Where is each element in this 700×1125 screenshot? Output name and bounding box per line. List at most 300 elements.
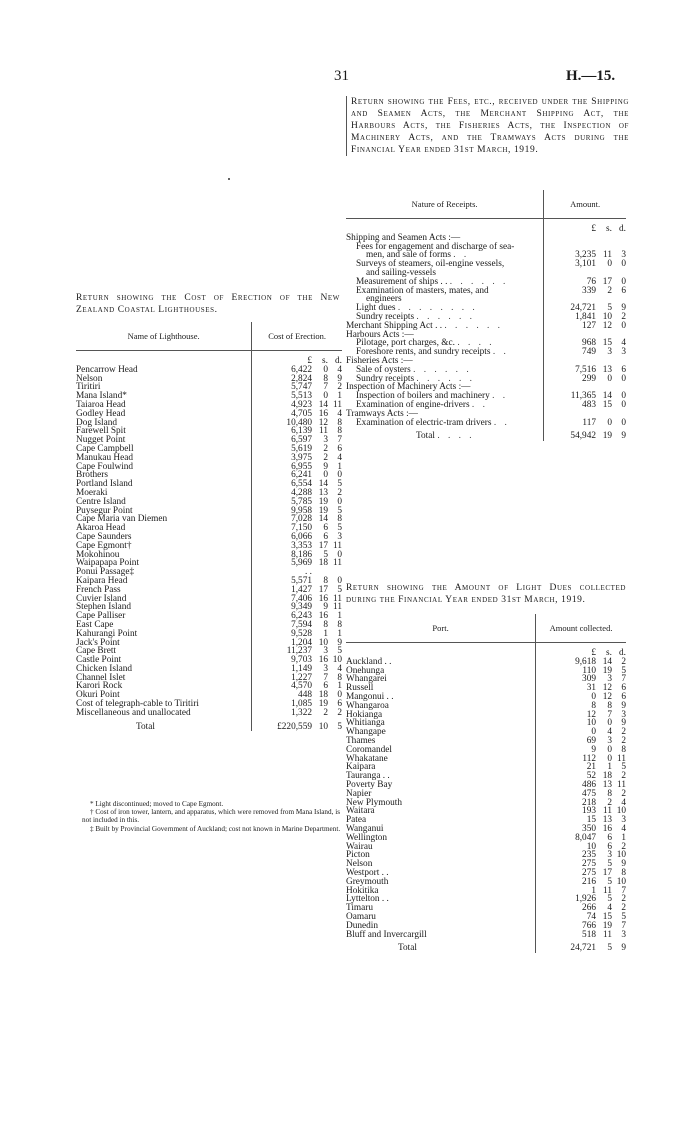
port-amount-amount	[536, 851, 626, 860]
lighthouse-cost-amount	[252, 682, 342, 691]
lighthouse-cost-amount	[252, 709, 342, 718]
lighthouse-cost-s: 16	[318, 655, 328, 666]
port-name-text: Whitianga	[346, 718, 385, 729]
port-name	[346, 807, 536, 816]
port-amount-l: 69	[586, 735, 596, 746]
port-name-text: Patea	[346, 815, 367, 826]
receipts-row-l: 127	[582, 320, 596, 331]
port-name-text: Lyttelton . .	[346, 894, 389, 905]
receipts-col-name: Nature of Receipts.	[346, 190, 544, 219]
lighthouse-cost-l: 6,422	[291, 364, 312, 375]
lighthouse-cost-l: 1,227	[291, 672, 312, 683]
lighthouse-name-text: Okuri Point	[76, 690, 120, 701]
port-row	[346, 755, 626, 764]
receipts-row-l: 968	[582, 338, 596, 349]
lighthouse-cost-s: 3	[323, 646, 328, 657]
leader-dots: . . . . . .	[444, 320, 503, 331]
lighthouse-cost-s: 18	[318, 690, 328, 701]
port-amount-d: 9	[621, 718, 626, 729]
lighthouse-cost-s: 2	[323, 707, 328, 718]
port-amount-amount-group	[552, 878, 626, 887]
lighthouse-cost-s: 16	[318, 611, 328, 622]
port-amount-l: 52	[586, 771, 596, 782]
port-amount-d: 1	[621, 832, 626, 843]
light-dues-total-s: 5	[607, 943, 612, 954]
lighthouse-name-text: Puysegur Point	[76, 505, 133, 516]
lighthouse-cost-d: 0	[337, 470, 342, 481]
port-amount-s: 16	[602, 823, 612, 834]
port-name	[346, 895, 536, 904]
lighthouse-cost-s: 2	[323, 443, 328, 454]
receipts-total-row	[346, 427, 626, 441]
total-label: Total	[398, 943, 417, 954]
lighthouse-cost-d: 8	[337, 619, 342, 630]
light-dues-currency-row	[346, 643, 626, 658]
port-amount-amount	[536, 728, 626, 737]
port-name	[346, 675, 536, 684]
lighthouse-cost-l: 1,427	[291, 584, 312, 595]
receipts-currency-spacer	[346, 219, 544, 234]
lighthouse-name-text: Castle Point	[76, 655, 122, 666]
lighthouse-cost-l: 9,349	[291, 602, 312, 613]
lighthouse-cost-l: 5,619	[291, 443, 312, 454]
lighthouse-cost-l: 7,406	[291, 593, 312, 604]
lighthouse-cost-d: 5	[337, 523, 342, 534]
lighthouse-cost-d: 9	[337, 373, 342, 384]
receipts-row-s: 15	[602, 399, 612, 410]
port-amount-amount	[536, 799, 626, 808]
lighthouse-cost-l: 4,923	[291, 399, 312, 410]
port-amount-l: 1	[591, 885, 596, 896]
port-amount-d: 6	[621, 683, 626, 694]
receipts-row-amount	[544, 419, 626, 428]
receipts-row-d: 6	[621, 364, 626, 375]
light-dues-table	[346, 614, 626, 953]
lighthouse-cost-l: . .	[305, 567, 312, 578]
receipts-total-label	[346, 427, 544, 441]
lighthouse-name-text: Dog Island	[76, 417, 118, 428]
footnote: † Cost of iron tower, lantern, and apparatus, which were removed from Mana Island, is not included in this.	[82, 808, 341, 825]
lighthouse-cost-l: 7,150	[291, 523, 312, 534]
leader-dots: . .	[453, 250, 470, 261]
port-amount-d: 9	[621, 859, 626, 870]
total-label: Total	[136, 721, 155, 732]
port-name-text: Waitara	[346, 806, 375, 817]
port-amount-amount	[536, 869, 626, 878]
lighthouse-cost-d: 0	[337, 575, 342, 586]
lighthouse-name-text: Cape Campbell	[76, 443, 134, 454]
receipts-row-d: 3	[621, 250, 626, 261]
lighthouse-name-text: Nugget Point	[76, 435, 126, 446]
lighthouse-name-text: Miscellaneous and unallocated	[76, 707, 191, 718]
receipts-row-text: Inspection of boilers and machinery	[356, 391, 490, 402]
port-amount-d: 7	[621, 885, 626, 896]
leader-dots: . . . . . .	[416, 311, 475, 322]
receipts-row-s: 3	[607, 347, 612, 358]
port-row	[346, 711, 626, 720]
lighthouse-cost-s: 14	[318, 479, 328, 490]
port-amount-amount	[536, 816, 626, 825]
port-name-text: Whangarei	[346, 674, 387, 685]
port-amount-s: 0	[607, 718, 612, 729]
lighthouse-cost-s: 13	[318, 487, 328, 498]
port-amount-d: 9	[621, 700, 626, 711]
receipts-row-l: 749	[582, 347, 596, 358]
port-amount-amount	[536, 781, 626, 790]
port-amount-amount	[536, 904, 626, 913]
port-name-text: Nelson	[346, 859, 373, 870]
receipts-caption: Return showing the Fees, etc., received under the Shipping and Seamen Acts, the Merchant Shipping Act, the Harbours Acts, the Fisheries Acts, the Inspection of Machinery Acts, and the Tramways Acts during the Financial Year ended 31st March, 1919.	[346, 96, 629, 156]
lighthouse-cost-s: 14	[318, 514, 328, 525]
leader-dots: . . . . . .	[449, 276, 509, 287]
lighthouse-cost-s: 14	[318, 399, 328, 410]
lighthouses-total-row	[76, 718, 342, 732]
port-name-text: Greymouth	[346, 876, 389, 887]
lighthouse-cost-s: 17	[318, 584, 328, 595]
lighthouse-name-text: Portland Island	[76, 479, 133, 490]
lighthouses-currency-row	[76, 351, 342, 366]
port-amount-s: 11	[603, 806, 612, 817]
lighthouse-name	[76, 366, 252, 375]
port-amount-amount	[536, 878, 626, 887]
lighthouse-cost-l: 5,571	[291, 575, 312, 586]
port-name-text: Dunedin	[346, 920, 379, 931]
port-name-text: Coromandel	[346, 744, 392, 755]
port-name-text: Thames	[346, 735, 376, 746]
port-amount-l: 218	[582, 797, 596, 808]
port-amount-l: 31	[586, 683, 596, 694]
receipts-row-s: 5	[607, 303, 612, 314]
lighthouse-cost-d: 2	[337, 707, 342, 718]
receipts-row-text: Fees for engagement and discharge of sea-	[356, 241, 515, 252]
lighthouse-cost-l: 9,703	[291, 655, 312, 666]
port-amount-s: 14	[602, 656, 612, 667]
lighthouse-name-text: Mokohinou	[76, 549, 120, 560]
port-name	[346, 781, 536, 790]
lighthouse-cost-d: 11	[333, 540, 342, 551]
lighthouses-currency-d: d.	[335, 356, 342, 366]
port-amount-s: 18	[602, 771, 612, 782]
lighthouse-cost-d: 8	[337, 426, 342, 437]
port-amount-d: 5	[621, 762, 626, 773]
port-amount-l: 9,618	[575, 656, 596, 667]
port-amount-s: 4	[607, 903, 612, 914]
port-amount-s: 6	[607, 832, 612, 843]
port-amount-amount-group	[552, 684, 626, 693]
receipts-row-amount-group	[552, 375, 626, 384]
port-amount-l: 1,926	[575, 894, 596, 905]
lighthouses-col-name: Name of Lighthouse.	[76, 322, 252, 351]
port-row	[346, 834, 626, 843]
lighthouse-name-text: Chicken Island	[76, 663, 133, 674]
port-amount-s: 6	[607, 841, 612, 852]
port-name-text: Russell	[346, 683, 374, 694]
port-amount-d: 2	[621, 841, 626, 852]
lighthouse-name-text: Cape Saunders	[76, 531, 132, 542]
port-amount-l: 0	[591, 691, 596, 702]
lighthouse-cost-d: 4	[337, 408, 342, 419]
receipts-row-text: Pilotage, port charges, &c.	[356, 338, 455, 349]
lighthouse-cost-s: 19	[318, 699, 328, 710]
receipts-row-s: 14	[602, 391, 612, 402]
leader-dots: . . . .	[437, 431, 475, 442]
port-amount-s: 5	[607, 894, 612, 905]
lighthouse-name-text: Moeraki	[76, 487, 108, 498]
receipts-row-l: 76	[586, 276, 596, 287]
lighthouses-total-amount-group	[268, 723, 342, 732]
lighthouse-name-text: Channel Islet	[76, 672, 126, 683]
receipts-row-text: Sundry receipts	[356, 311, 415, 322]
lighthouse-cost-d: 0	[337, 549, 342, 560]
port-name-text: Hokianga	[346, 709, 383, 720]
port-amount-d: 2	[621, 788, 626, 799]
port-amount-amount	[536, 843, 626, 852]
receipts-row-text: men, and sale of forms	[366, 250, 451, 261]
lighthouse-name-text: Farewell Spit	[76, 426, 126, 437]
lighthouse-cost-s: 6	[323, 681, 328, 692]
lighthouse-cost-d: 9	[337, 637, 342, 648]
lighthouse-cost-d: 4	[337, 663, 342, 674]
port-amount-s: 12	[602, 691, 612, 702]
receipts-row-amount	[544, 401, 626, 410]
leader-dots: . .	[492, 391, 509, 402]
leader-dots: . .	[471, 399, 488, 410]
port-amount-l: 74	[586, 911, 596, 922]
receipts-row-text: and sailing-vessels	[366, 267, 436, 278]
receipts-row-d: 0	[621, 276, 626, 287]
light-dues-currency-l: £	[591, 648, 596, 658]
port-amount-amount	[536, 913, 626, 922]
port-amount-l: 8,047	[575, 832, 596, 843]
port-name-text: Whangape	[346, 727, 386, 738]
port-amount-d: 6	[621, 691, 626, 702]
lighthouse-cost-d: 5	[337, 479, 342, 490]
light-dues-caption: Return showing the Amount of Light Dues collected during the Financial Year ended 31st March, 1919.	[346, 583, 626, 605]
receipts-row-text: Merchant Shipping Act . .	[346, 320, 443, 331]
light-dues-total-l: 24,721	[570, 943, 596, 954]
port-amount-s: 0	[607, 753, 612, 764]
lighthouse-cost-l: 3,975	[291, 452, 312, 463]
port-amount-amount	[536, 755, 626, 764]
port-name-text: Hokitika	[346, 885, 379, 896]
port-amount-d: 3	[621, 815, 626, 826]
lighthouse-name-text: Cost of telegraph-cable to Tiritiri	[76, 699, 199, 710]
light-dues-total-row	[346, 939, 626, 953]
port-amount-amount	[536, 860, 626, 869]
port-row	[346, 878, 626, 887]
lighthouse-cost-l: 6,066	[291, 531, 312, 542]
port-amount-d: 2	[621, 727, 626, 738]
port-amount-l: 9	[591, 744, 596, 755]
port-amount-d: 2	[621, 771, 626, 782]
receipts-row-text: Inspection of Machinery Acts :—	[346, 382, 471, 393]
port-amount-s: 3	[607, 850, 612, 861]
receipts-row-l: 1,841	[575, 311, 596, 322]
lighthouses-currency-s: s.	[322, 356, 328, 366]
receipts-currency-amount	[544, 219, 626, 234]
port-amount-amount	[536, 763, 626, 772]
receipts-row-l: 339	[582, 285, 596, 296]
lighthouse-cost-d: 1	[337, 391, 342, 402]
leader-dots: . . . . . . . .	[397, 303, 478, 314]
port-amount-amount	[536, 834, 626, 843]
port-amount-amount	[536, 702, 626, 711]
port-amount-d: 11	[617, 753, 626, 764]
port-amount-amount-group	[552, 693, 626, 702]
receipts-currency-d: d.	[619, 224, 626, 234]
light-dues-currency-amount	[536, 643, 626, 658]
receipts-row-s: 13	[602, 364, 612, 375]
lighthouse-name-text: Tiritiri	[76, 382, 101, 393]
port-amount-s: 8	[607, 788, 612, 799]
lighthouse-row	[76, 709, 342, 718]
lighthouse-cost-s: 6	[323, 531, 328, 542]
receipts-row-text: Tramways Acts :—	[346, 408, 418, 419]
lighthouse-cost-d: 6	[337, 699, 342, 710]
lighthouse-cost-s: 7	[323, 382, 328, 393]
port-amount-s: 8	[607, 700, 612, 711]
lighthouses-col-amount: Cost of Erection.	[252, 322, 342, 351]
port-amount-s: 0	[607, 744, 612, 755]
lighthouse-cost-d: 11	[333, 558, 342, 569]
lighthouses-total-label	[76, 718, 252, 732]
receipts-row-s: 0	[607, 417, 612, 428]
lighthouse-name-text: Nelson	[76, 373, 103, 384]
light-dues-col-port: Port.	[346, 614, 536, 643]
lighthouse-cost-s: 3	[323, 663, 328, 674]
lighthouse-cost-s: 18	[318, 558, 328, 569]
lighthouse-name-text: Cape Brett	[76, 646, 117, 657]
receipts-row-s: 2	[607, 285, 612, 296]
port-amount-l: 518	[582, 929, 596, 940]
receipts-row-d: 0	[621, 320, 626, 331]
receipts-row-d: 9	[621, 303, 626, 314]
port-name-text: Auckland . .	[346, 656, 392, 667]
receipts-row-text: Harbours Acts :—	[346, 329, 414, 340]
receipts-row-d: 0	[621, 417, 626, 428]
receipts-row-amount-group	[552, 287, 626, 296]
port-name-text: Mangonui . .	[346, 691, 394, 702]
receipts-row-l: 11,365	[570, 391, 596, 402]
receipts-table	[346, 190, 626, 441]
port-amount-amount	[536, 931, 626, 940]
lighthouse-cost-s: 8	[323, 619, 328, 630]
lighthouse-name-text: Manukau Head	[76, 452, 134, 463]
port-row	[346, 702, 626, 711]
port-amount-s: 15	[602, 911, 612, 922]
lighthouses-table	[76, 322, 342, 731]
port-amount-s: 7	[607, 709, 612, 720]
receipts-row-l: 117	[582, 417, 596, 428]
port-amount-l: 10	[586, 718, 596, 729]
lighthouse-cost-l: 448	[298, 690, 312, 701]
port-amount-d: 5	[621, 911, 626, 922]
lighthouses-currency-amount	[252, 351, 342, 366]
port-name	[346, 931, 536, 940]
port-amount-l: 275	[582, 859, 596, 870]
port-amount-amount	[536, 684, 626, 693]
port-amount-d: 5	[621, 665, 626, 676]
lighthouse-cost-d: 0	[337, 496, 342, 507]
lighthouses-caption: Return showing the Cost of Erection of the New Zealand Coastal Lighthouses.	[76, 293, 340, 315]
port-amount-amount	[536, 658, 626, 667]
lighthouse-cost-s: 8	[323, 373, 328, 384]
port-amount-l: 766	[582, 920, 596, 931]
lighthouse-name	[76, 375, 252, 384]
receipts-row-d: 4	[621, 338, 626, 349]
receipts-row-label	[346, 419, 544, 428]
lighthouse-name-text: Godley Head	[76, 408, 126, 419]
light-dues-currency-spacer	[346, 643, 536, 658]
port-name-text: Tauranga . .	[346, 771, 390, 782]
lighthouse-cost-d: 4	[337, 364, 342, 375]
lighthouse-name-text: Taiaroa Head	[76, 399, 126, 410]
port-row	[346, 719, 626, 728]
lighthouse-cost-d: 1	[337, 611, 342, 622]
port-amount-amount	[536, 772, 626, 781]
stray-mark	[228, 178, 230, 180]
port-name-text: Whakatane	[346, 753, 388, 764]
lighthouse-cost-d: 11	[333, 593, 342, 604]
lighthouse-name-text: Mana Island*	[76, 391, 127, 402]
port-name-text: Kaipara	[346, 762, 376, 773]
lighthouses-total-l: £220,559	[277, 721, 312, 732]
lighthouse-cost-l: 1,204	[291, 637, 312, 648]
receipts-currency-s: s.	[606, 224, 612, 234]
receipts-row-amount	[544, 234, 626, 243]
port-amount-d: 4	[621, 823, 626, 834]
lighthouse-name-text: Brothers	[76, 470, 109, 481]
port-name-text: Timaru	[346, 903, 374, 914]
lighthouse-cost-l: 5,513	[291, 391, 312, 402]
page-number: 31	[334, 68, 349, 84]
port-amount-s: 13	[602, 779, 612, 790]
port-amount-d: 4	[621, 797, 626, 808]
lighthouse-cost-l: 1,322	[291, 707, 312, 718]
lighthouse-cost-s: 12	[318, 417, 328, 428]
receipts-row-l: 24,721	[570, 303, 596, 314]
receipts-row-text: Examination of masters, mates, and	[356, 285, 489, 296]
receipts-row-s: 0	[607, 259, 612, 270]
lighthouses-total-amount	[252, 718, 342, 732]
receipts-total-amount-group	[552, 432, 626, 441]
port-amount-s: 12	[602, 683, 612, 694]
lighthouse-cost-d: 6	[337, 443, 342, 454]
receipts-row-amount	[544, 269, 626, 278]
lighthouse-name-text: Ponui Passage‡	[76, 567, 135, 578]
port-amount-s: 11	[603, 929, 612, 940]
lighthouse-cost-s: 0	[323, 364, 328, 375]
port-amount-l: 21	[586, 762, 596, 773]
lighthouse-cost-s: 0	[323, 391, 328, 402]
receipts-row-amount-group	[552, 322, 626, 331]
lighthouse-cost-s: 2	[323, 452, 328, 463]
light-dues-total-d: 9	[621, 943, 626, 954]
port-name	[346, 843, 536, 852]
lighthouse-cost-l: 6,241	[291, 470, 312, 481]
receipts-row-d: 0	[621, 391, 626, 402]
lighthouse-cost-l: 1,085	[291, 699, 312, 710]
port-amount-s: 2	[607, 797, 612, 808]
lighthouse-cost-l: 7,028	[291, 514, 312, 525]
port-amount-l: 235	[582, 850, 596, 861]
receipts-row-amount	[544, 287, 626, 296]
lighthouse-cost-d: 3	[337, 531, 342, 542]
receipts-row-d: 0	[621, 399, 626, 410]
port-name-text: Picton	[346, 850, 370, 861]
lighthouse-cost-amount	[252, 559, 342, 568]
port-amount-l: 10	[586, 841, 596, 852]
